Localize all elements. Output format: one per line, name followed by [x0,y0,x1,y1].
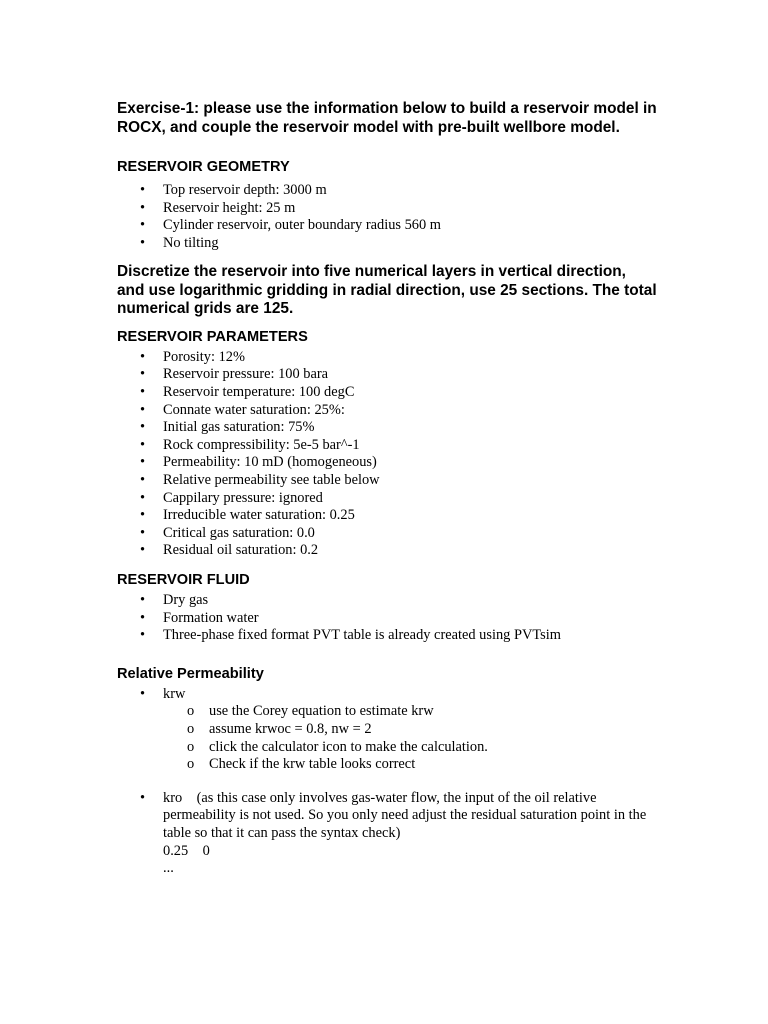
list-item: • Rock compressibility: 5e-5 bar^-1 [117,437,657,455]
section-heading-geometry: RESERVOIR GEOMETRY [117,159,290,175]
list-item: • Reservoir height: 25 m [117,200,657,218]
section-heading-relperm: Relative Permeability [117,665,264,682]
discretization-paragraph: Discretize the reservoir into five numerical layers in vertical direction, and use logarithmic gridding in radial direction, use 25 sections. The total numerical grids are 125. [117,263,657,318]
fluid-list [117,592,657,645]
sub-list-item: o Check if the krw table looks correct [117,756,657,774]
sub-list-item: o click the calculator icon to make the calculation. [117,739,657,757]
kro-ellipsis: ... [163,860,174,877]
list-item: • No tilting [117,235,657,253]
list-item: • Three-phase fixed format PVT table is already created using PVTsim [117,627,657,645]
list-item: • Irreducible water saturation: 0.25 [117,507,657,525]
list-item: • Connate water saturation: 25%: [117,402,657,420]
sub-list-item: o assume krwoc = 0.8, nw = 2 [117,721,657,739]
section-heading-parameters: RESERVOIR PARAMETERS [117,328,308,345]
list-item-kro [117,790,657,878]
list-item-krw [117,686,657,774]
list-item: • Residual oil saturation: 0.2 [117,542,657,560]
sub-list-item: o use the Corey equation to estimate krw [117,703,657,721]
list-item: • Porosity: 12% [117,349,657,367]
list-item: • Cylinder reservoir, outer boundary radius 560 m [117,217,657,235]
krw-label: krw [163,685,186,702]
section-heading-fluid: RESERVOIR FLUID [117,572,250,588]
list-item: • Permeability: 10 mD (homogeneous) [117,454,657,472]
krw-sublist [163,703,657,773]
list-item: • Reservoir temperature: 100 degC [117,384,657,402]
relperm-list [117,686,657,878]
list-item: • Reservoir pressure: 100 bara [117,366,657,384]
geometry-list [117,182,657,252]
list-item: • Top reservoir depth: 3000 m [117,182,657,200]
exercise-title: Exercise-1: please use the information below to build a reservoir model in ROCX, and couple the reservoir model with pre-built wellbore model. [117,100,657,136]
document-page [117,100,657,878]
list-item: • Cappilary pressure: ignored [117,490,657,508]
list-item: • Critical gas saturation: 0.0 [117,525,657,543]
parameters-list [117,349,657,560]
list-item: • Formation water [117,610,657,628]
kro-table-row: 0.25 0 [163,842,210,859]
list-item: • Initial gas saturation: 75% [117,419,657,437]
list-item: • Dry gas [117,592,657,610]
list-item: • Relative permeability see table below [117,472,657,490]
kro-text: • kro (as this case only involves gas-water flow, the input of the oil relative permeability is not used. So you only need adjust the residual saturation point in the table so that it can pass the syntax check) [163,789,650,841]
